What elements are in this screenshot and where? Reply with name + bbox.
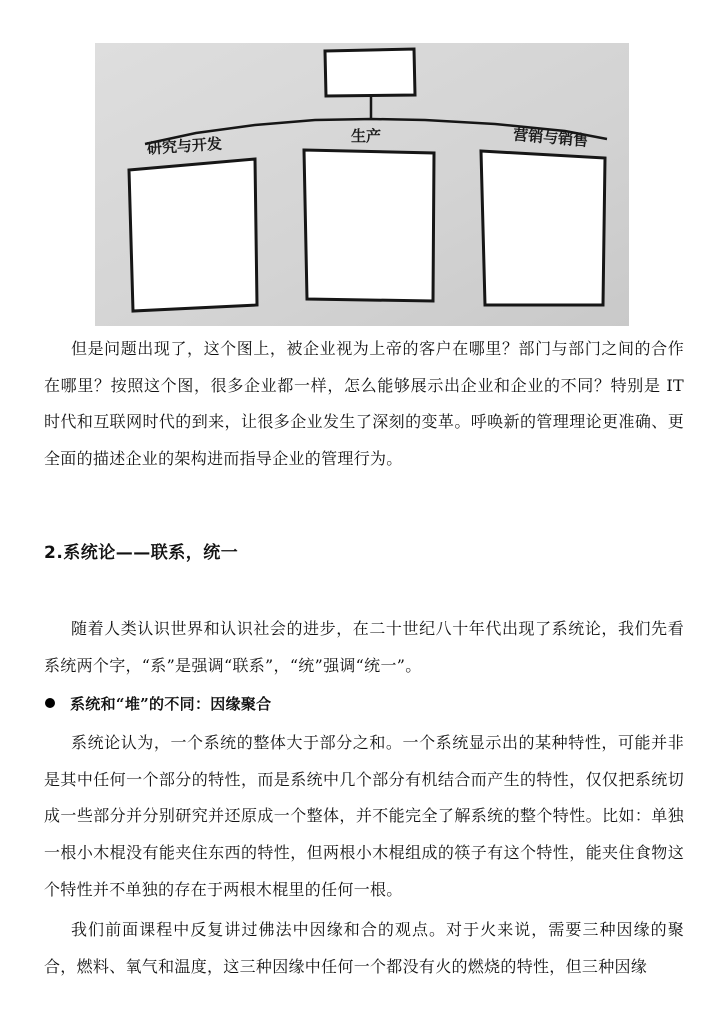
org-chart-diagram bbox=[95, 43, 629, 326]
body-paragraph: 但是问题出现了，这个图上，被企业视为上帝的客户在哪里？部门与部门之间的合作在哪里？按照这个图，很多企业都一样，怎么能够展示出企业和企业的不同？特别是 IT 时代和互联网时代的到来，让很多企业发生了深刻的变革。呼唤新的管理理论更准确、更全面的描述企业的架构进而指导企业的管理行为。 bbox=[44, 339, 684, 469]
bullet-dot-icon bbox=[45, 698, 55, 708]
body-paragraph: 我们前面课程中反复讲过佛法中因缘和合的观点。对于火来说，需要三种因缘的聚合，燃料、氧气和温度，这三种因缘中任何一个都没有火的燃烧的特性，但三种因缘 bbox=[44, 920, 684, 976]
marketing-label: 营销与销售 bbox=[512, 125, 589, 151]
body-paragraph: 随着人类认识世界和认识社会的进步，在二十世纪八十年代出现了系统论，我们先看系统两个字，“系”是强调“联系”，“统”强调“统一”。 bbox=[44, 619, 684, 675]
production-label: 生产 bbox=[351, 127, 382, 145]
bullet-item bbox=[44, 689, 271, 717]
bullet-text: 系统和“堆”的不同：因缘聚合 bbox=[70, 694, 272, 713]
marketing-box bbox=[481, 151, 605, 305]
body-paragraph: 系统论认为，一个系统的整体大于部分之和。一个系统显示出的某种特性，可能并非是其中任何一个部分的特性，而是系统中几个部分有机结合而产生的特性，仅仅把系统切成一些部分并分别研究并还原成一个整体，并不能完全了解系统的整个特性。比如：单独一根小木棍没有能夹住东西的特性，但两根小木棍组成的筷子有这个特性，能夹住食物这个特性并不单独的存在于两根木棍里的任何一根。 bbox=[44, 733, 684, 899]
research-box bbox=[129, 159, 257, 311]
top-box bbox=[325, 49, 415, 96]
research-label: 研究与开发 bbox=[146, 134, 223, 158]
production-box bbox=[304, 150, 434, 301]
section-heading: 2.系统论——联系，统一 bbox=[44, 543, 239, 563]
org-chart-photo bbox=[95, 43, 629, 326]
